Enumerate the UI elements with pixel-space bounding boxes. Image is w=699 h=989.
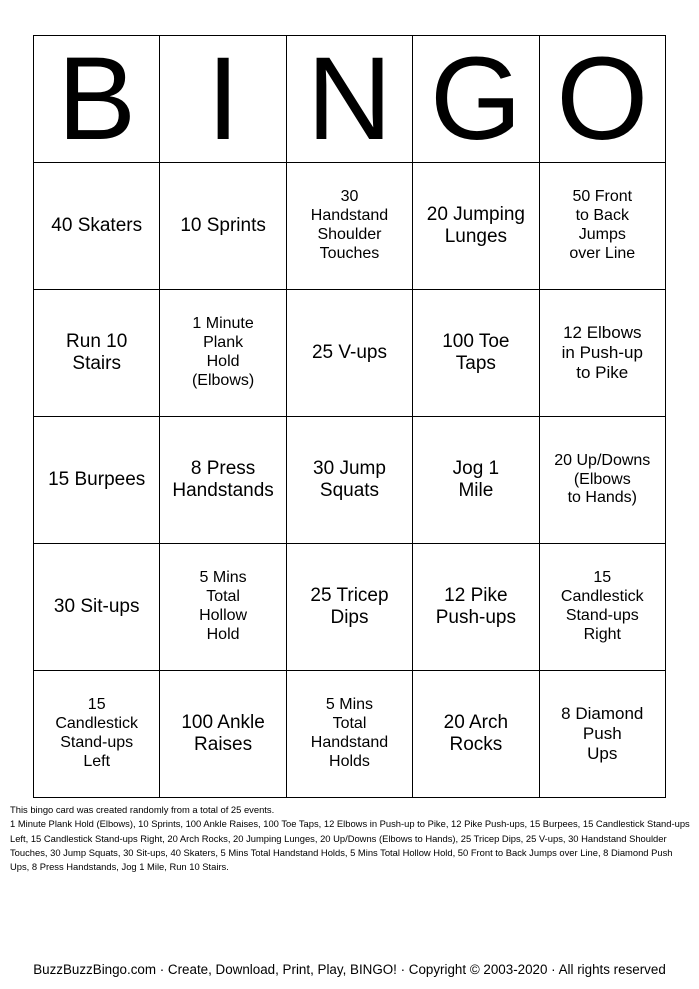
- bingo-cell: [539, 417, 665, 544]
- bingo-cell-text: 100 Ankle Raises: [181, 711, 265, 755]
- bingo-cell: [286, 163, 412, 290]
- bingo-cell-text: Jog 1 Mile: [452, 457, 500, 501]
- info-summary: This bingo card was created randomly from a total of 25 events.: [10, 804, 275, 815]
- bingo-cell-text: 12 Elbows in Push-up to Pike: [561, 322, 643, 383]
- bingo-cell-text: 5 Mins Total Hollow Hold: [199, 569, 248, 643]
- bingo-cell: [539, 163, 665, 290]
- bingo-cell: [286, 290, 412, 417]
- bingo-cell: [34, 290, 160, 417]
- bingo-cell: [34, 163, 160, 290]
- bingo-cell-text: 15 Candlestick Stand-ups Left: [55, 696, 139, 770]
- header-letter-o: O: [539, 36, 665, 163]
- bingo-cell: [413, 671, 539, 798]
- bingo-header-row: [34, 36, 666, 163]
- header-letter-i: I: [160, 36, 286, 163]
- bingo-cell: [539, 290, 665, 417]
- bingo-card: [33, 35, 666, 798]
- card-info: [10, 803, 690, 874]
- header-letter-b: B: [34, 36, 160, 163]
- bingo-cell-text: 25 Tricep Dips: [310, 584, 389, 628]
- event-list: 1 Minute Plank Hold (Elbows), 10 Sprints, 100 Ankle Raises, 100 Toe Taps, 12 Elbows in Push-up to Pike, 12 Pike Push-ups, 15 Burpees, 15 Candlestick Stand-ups Left, 15 Candlestick Stand-ups Right, 20 Arch Rocks, 20 Jumping Lunges, 20 Up/Downs (Elbows to Hands), 25 Tricep Dips, 25 V-ups, 30 Handstand Shoulder Touches, 30 Jump Squats, 30 Sit-ups, 40 Skaters, 5 Mins Total Handstand Holds, 5 Mins Total Hollow Hold, 50 Front to Back Jumps over Line, 8 Diamond Push Ups, 8 Press Handstands, Jog 1 Mile, Run 10 Stairs.: [10, 818, 690, 873]
- bingo-cell: [539, 544, 665, 671]
- bingo-row: [34, 163, 666, 290]
- bingo-cell-text: 25 V-ups: [311, 341, 387, 363]
- bingo-cell: [413, 290, 539, 417]
- bingo-cell-text: 100 Toe Taps: [442, 330, 510, 374]
- header-letter-g: G: [413, 36, 539, 163]
- bingo-cell: [539, 671, 665, 798]
- bingo-cell: [160, 671, 286, 798]
- bingo-cell: [160, 544, 286, 671]
- bingo-cell: [413, 417, 539, 544]
- bingo-cell: [34, 544, 160, 671]
- bingo-cell-text: 20 Jumping Lunges: [426, 203, 525, 247]
- bingo-cell-text: 8 Press Handstands: [172, 457, 274, 501]
- bingo-cell-text: 30 Sit-ups: [53, 595, 140, 617]
- bingo-cell: [286, 417, 412, 544]
- bingo-cell-text: 30 Handstand Shoulder Touches: [310, 188, 389, 262]
- bingo-cell: [286, 544, 412, 671]
- bingo-cell: [413, 163, 539, 290]
- bingo-cell-text: 50 Front to Back Jumps over Line: [569, 188, 636, 262]
- bingo-cell-text: 12 Pike Push-ups: [435, 584, 516, 628]
- bingo-cell: [286, 671, 412, 798]
- bingo-row: [34, 544, 666, 671]
- bingo-cell-text: 1 Minute Plank Hold (Elbows): [191, 315, 255, 389]
- bingo-cell: [34, 671, 160, 798]
- footer-copyright: BuzzBuzzBingo.com · Create, Download, Print, Play, BINGO! · Copyright © 2003-2020 · All rights reserved: [33, 962, 666, 977]
- bingo-cell: [160, 163, 286, 290]
- bingo-cell-text: 15 Burpees: [48, 468, 146, 490]
- bingo-cell-text: 30 Jump Squats: [313, 457, 386, 501]
- bingo-row: [34, 671, 666, 798]
- bingo-cell-text: 20 Up/Downs (Elbows to Hands): [554, 451, 651, 507]
- bingo-cell-text: 15 Candlestick Stand-ups Right: [560, 569, 644, 643]
- bingo-cell-text: 10 Sprints: [180, 214, 266, 236]
- bingo-cell: [160, 290, 286, 417]
- header-letter-n: N: [286, 36, 412, 163]
- bingo-cell-text: Run 10 Stairs: [66, 330, 128, 374]
- bingo-cell-text: 40 Skaters: [51, 214, 143, 236]
- bingo-cell-text: 5 Mins Total Handstand Holds: [310, 696, 389, 770]
- bingo-row: [34, 417, 666, 544]
- bingo-cell: [413, 544, 539, 671]
- bingo-cell-text: 8 Diamond Push Ups: [561, 703, 644, 764]
- bingo-cell: [160, 417, 286, 544]
- bingo-cell: [34, 417, 160, 544]
- bingo-cell-text: 20 Arch Rocks: [443, 711, 509, 755]
- bingo-row: [34, 290, 666, 417]
